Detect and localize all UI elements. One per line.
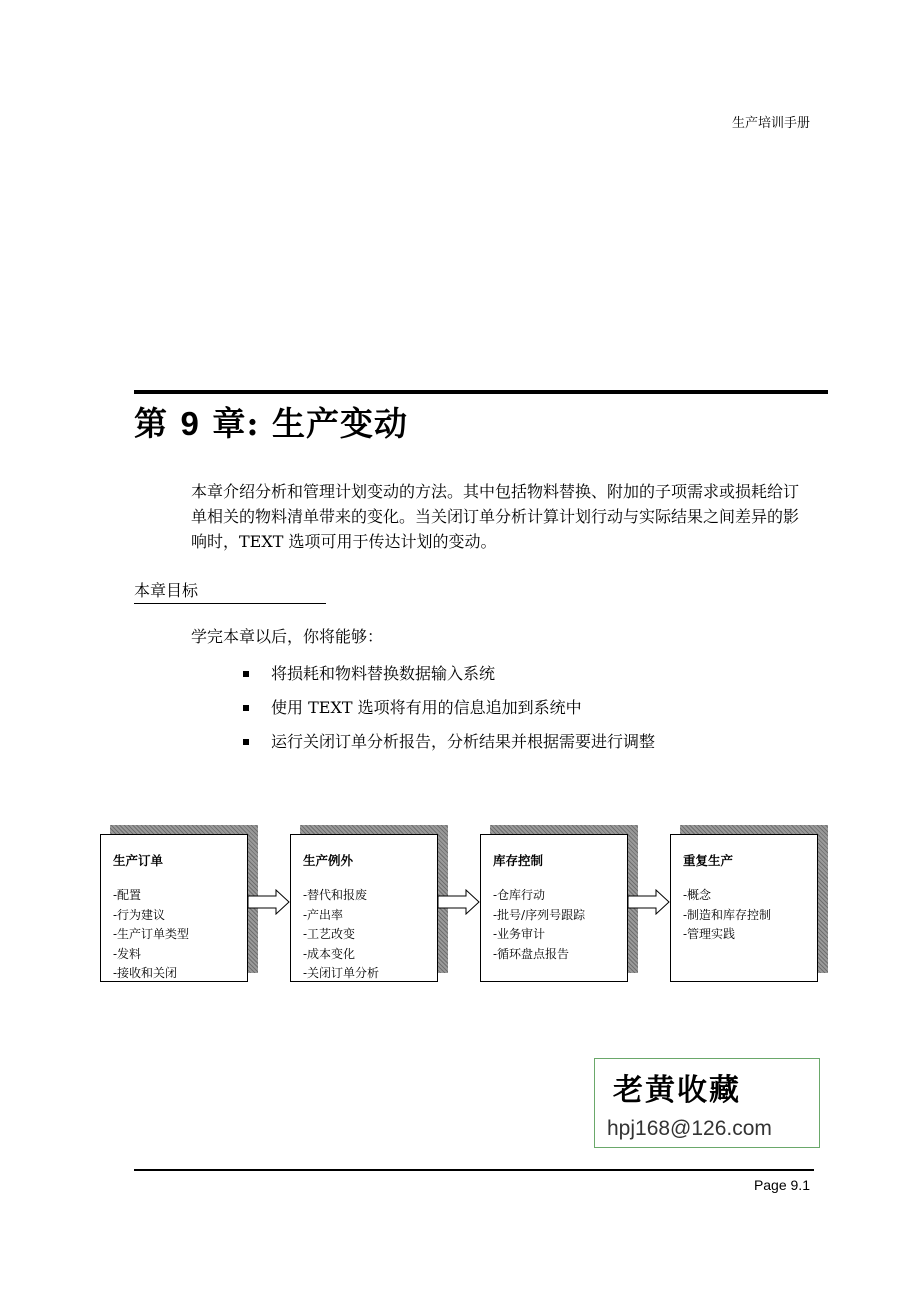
bullet-icon (243, 739, 249, 745)
box-item: -配置 (113, 888, 142, 902)
box-item: -工艺改变 (303, 927, 356, 941)
box-item: -成本变化 (303, 946, 356, 961)
box-item: -产出率 (303, 907, 344, 922)
box-item: -仓库行动 (493, 888, 546, 902)
objectives-heading: 本章目标 (134, 578, 326, 604)
box-item: -业务审计 (493, 927, 546, 941)
box-body (100, 834, 248, 982)
flow-box-repetitive-production (670, 825, 818, 973)
box-items (113, 886, 189, 984)
chapter-prefix: 第 (134, 404, 168, 443)
box-title: 生产例外 (303, 853, 354, 868)
bullet-icon (243, 671, 249, 677)
box-item: -管理实践 (683, 927, 736, 941)
objective-text: 运行关闭订单分析报告，分析结果并根据需要进行调整 (271, 732, 656, 751)
box-title: 重复生产 (683, 853, 734, 868)
box-item: -行为建议 (113, 907, 166, 922)
flow-arrow-icon (438, 889, 480, 915)
footer-rule (134, 1169, 814, 1171)
flow-box-production-orders (100, 825, 248, 980)
box-body (480, 834, 628, 982)
box-item: -发料 (113, 946, 142, 961)
box-item: -概念 (683, 888, 712, 902)
box-item: -批号/序列号跟踪 (493, 907, 586, 922)
box-items (493, 886, 585, 964)
box-item: -替代和报废 (303, 888, 368, 902)
box-item: -关闭订单分析 (303, 966, 380, 980)
box-item: -生产订单类型 (113, 927, 190, 941)
box-title: 生产订单 (113, 853, 164, 868)
chapter-number: 9 (180, 405, 200, 442)
objective-text: 使用 TEXT 选项将有用的信息追加到系统中 (271, 698, 582, 717)
list-item (243, 696, 655, 730)
box-item: -循环盘点报告 (493, 946, 570, 961)
flow-diagram (100, 825, 840, 995)
box-item: -接收和关闭 (113, 966, 178, 980)
chapter-name: 生产变动 (272, 404, 409, 443)
intro-paragraph: 本章介绍分析和管理计划变动的方法。其中包括物料替换、附加的子项需求或损耗给订单相关的物料清单带来的变化。当关闭订单分析计算计划行动与实际结果之间差异的影响时，TEXT 选项可用于传达计划的变动。 (191, 482, 800, 551)
chapter-suffix: 章: (212, 404, 260, 443)
box-items (683, 886, 771, 945)
flow-arrow-icon (628, 889, 670, 915)
chapter-title (134, 398, 408, 445)
stamp-name: 老黄收藏 (613, 1073, 741, 1108)
page-number: Page 9.1 (753, 1177, 810, 1193)
list-item (243, 662, 655, 696)
objectives-lead: 学完本章以后，你将能够： (191, 627, 384, 646)
box-item: -制造和库存控制 (683, 907, 772, 922)
list-item (243, 730, 655, 764)
header-title: 生产培训手册 (731, 116, 810, 131)
box-body (670, 834, 818, 982)
flow-arrow-icon (248, 889, 290, 915)
box-body (290, 834, 438, 982)
stamp-email: hpj168@126.com (607, 1117, 772, 1140)
collector-stamp (594, 1058, 820, 1148)
box-items (303, 886, 379, 984)
flow-box-production-exceptions (290, 825, 438, 980)
bullet-icon (243, 705, 249, 711)
box-title: 库存控制 (493, 853, 544, 868)
objectives-list (243, 662, 655, 764)
flow-box-inventory-control (480, 825, 628, 973)
objective-text: 将损耗和物料替换数据输入系统 (271, 664, 496, 683)
chapter-rule (134, 390, 828, 394)
